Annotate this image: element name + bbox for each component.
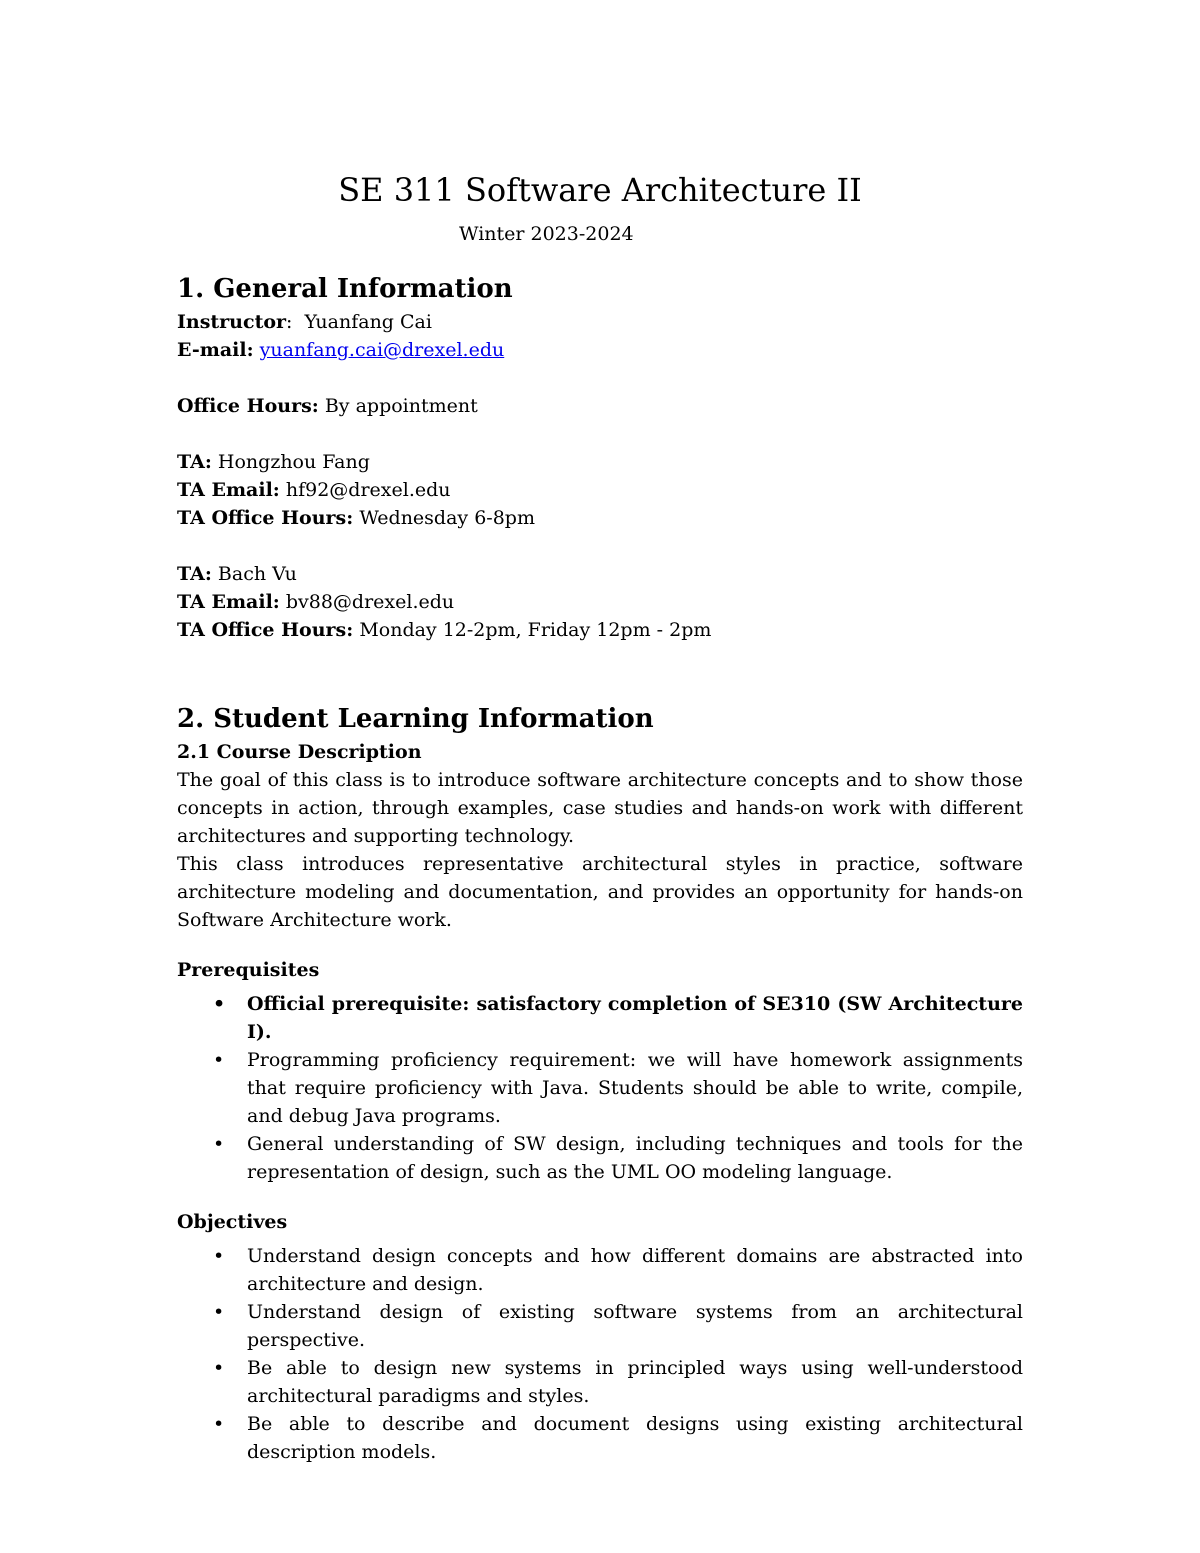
objectives-list [177, 1242, 1023, 1466]
office-hours-line [177, 392, 1023, 420]
section-learning-heading: 2. Student Learning Information [177, 704, 654, 734]
prerequisites-list [177, 990, 1023, 1186]
ta2-email-label: TA Email: [177, 591, 280, 613]
ta2-label: TA: [177, 563, 212, 585]
instructor-line: Instructor: Yuanfang Cai [177, 311, 432, 333]
ta1-hours-label: TA Office Hours: [177, 507, 354, 529]
ta1-value: Hongzhou Fang [217, 451, 370, 473]
list-item: • Understand design concepts and how different domains are abstracted into architecture and design. [177, 1242, 1023, 1298]
ta1-hours-value: Wednesday 6-8pm [359, 507, 535, 529]
instructor-value: Yuanfang Cai [304, 311, 432, 333]
instructor-label: Instructor [177, 311, 287, 333]
term-subtitle: Winter 2023-2024 [459, 223, 634, 245]
document-body [177, 270, 1023, 1466]
email-label: E-mail: [177, 339, 254, 361]
ta2-line [177, 560, 1023, 588]
ta2-email-value: bv88@drexel.edu [285, 591, 455, 613]
course-description-heading: 2.1 Course Description [177, 741, 422, 763]
instructor-email-link[interactable]: yuanfang.cai@drexel.edu [259, 339, 505, 361]
course-description-p1: The goal of this class is to introduce software architecture concepts and to show those concepts in action, through examples, case studies and hands-on work with different architectures and supporting technology. [177, 769, 1023, 847]
email-line [177, 336, 1023, 364]
list-item: • Be able to describe and document designs using existing architectural description models. [177, 1410, 1023, 1466]
list-item: • Understand design of existing software systems from an architectural perspective. [177, 1298, 1023, 1354]
ta1-label: TA: [177, 451, 212, 473]
ta2-email-line [177, 588, 1023, 616]
ta2-value: Bach Vu [217, 563, 297, 585]
list-item: • General understanding of SW design, including techniques and tools for the representation of design, such as the UML OO modeling language. [177, 1130, 1023, 1186]
office-hours-value: By appointment [324, 395, 478, 417]
ta1-line [177, 448, 1023, 476]
objectives-heading: Objectives [177, 1211, 288, 1233]
list-item: • Be able to design new systems in principled ways using well-understood architectural paradigms and styles. [177, 1354, 1023, 1410]
ta2-hours-label: TA Office Hours: [177, 619, 354, 641]
prerequisites-heading: Prerequisites [177, 959, 320, 981]
ta1-email-label: TA Email: [177, 479, 280, 501]
list-item: • Programming proficiency requirement: we will have homework assignments that require proficiency with Java. Students should be able to write, compile, and debug Java programs. [177, 1046, 1023, 1130]
section-general-heading: 1. General Information [177, 274, 513, 304]
page-title: SE 311 Software Architecture II [338, 171, 862, 209]
ta2-hours-line [177, 616, 1023, 644]
office-hours-label: Office Hours: [177, 395, 319, 417]
ta1-hours-line [177, 504, 1023, 532]
ta1-email-line [177, 476, 1023, 504]
list-item: • Official prerequisite: satisfactory completion of SE310 (SW Architecture I). [177, 990, 1023, 1046]
course-description-p2: This class introduces representative architectural styles in practice, software architecture modeling and documentation, and provides an opportunity for hands-on Software Architecture work. [177, 853, 1023, 931]
ta2-hours-value: Monday 12-2pm, Friday 12pm - 2pm [359, 619, 712, 641]
ta1-email-value: hf92@drexel.edu [285, 479, 451, 501]
